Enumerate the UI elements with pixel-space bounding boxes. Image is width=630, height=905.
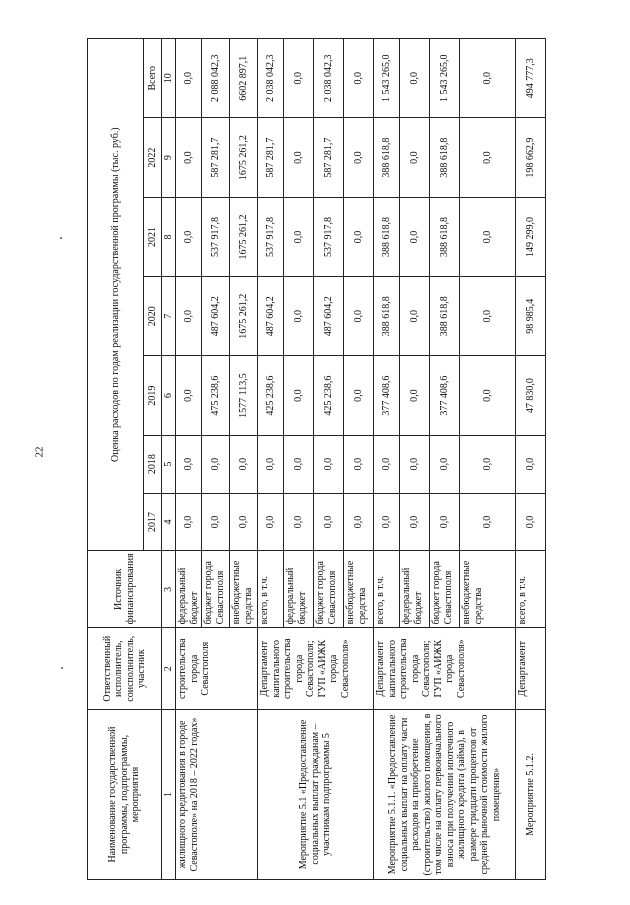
value-cell: 0,0	[400, 277, 430, 356]
value-cell: 0,0	[400, 493, 430, 551]
value-cell: 0,0	[460, 356, 516, 435]
value-cell: 0,0	[400, 356, 430, 435]
header-responsible: Ответственный исполнитель, соисполнитель, участник	[88, 628, 162, 710]
value-cell: 1675 261,2	[230, 197, 258, 276]
column-number: 8	[162, 197, 176, 276]
source-cell: внебюджетные средства	[344, 551, 374, 628]
value-cell: 0,0	[430, 493, 460, 551]
value-cell: 1 543 265,0	[374, 39, 400, 118]
measure-name-cell: Мероприятие 5.1.2.	[516, 710, 546, 880]
value-cell: 0,0	[460, 39, 516, 118]
value-cell: 47 830,0	[516, 356, 546, 435]
source-cell: всего, в т.ч.	[374, 551, 400, 628]
value-cell: 377 408,6	[374, 356, 400, 435]
value-cell: 0,0	[344, 435, 374, 493]
value-cell: 388 618,8	[374, 277, 400, 356]
header-estimate: Оценка расходов по годам реализации государственной программы (тыс. руб.)	[88, 39, 144, 551]
value-cell: 587 281,7	[258, 118, 284, 197]
value-cell: 587 281,7	[202, 118, 230, 197]
rotated-page	[87, 38, 535, 880]
value-cell: 0,0	[374, 493, 400, 551]
value-cell: 0,0	[344, 118, 374, 197]
page-number: 22	[33, 446, 46, 458]
value-cell: 0,0	[176, 493, 202, 551]
value-cell: 0,0	[460, 118, 516, 197]
value-cell: 0,0	[284, 356, 314, 435]
responsible-cell: Департамент	[516, 628, 546, 710]
value-cell: 0,0	[344, 493, 374, 551]
value-cell: 377 408,6	[430, 356, 460, 435]
value-cell: 425 238,6	[314, 356, 344, 435]
table-row	[258, 39, 284, 880]
value-cell: 0,0	[344, 197, 374, 276]
value-cell: 2 038 042,3	[258, 39, 284, 118]
value-cell: 1 543 265,0	[430, 39, 460, 118]
year-cell: 2018	[144, 435, 162, 493]
value-cell: 0,0	[202, 435, 230, 493]
column-number: 2	[162, 628, 176, 710]
source-cell: всего, в т.ч.	[516, 551, 546, 628]
value-cell: 0,0	[314, 493, 344, 551]
value-cell: 475 238,6	[202, 356, 230, 435]
value-cell: 0,0	[430, 435, 460, 493]
value-cell: 0,0	[284, 435, 314, 493]
value-cell: 0,0	[230, 435, 258, 493]
measure-name-cell: Мероприятие 5.1.1. «Предоставление социальных выплат на оплату части расходов на приобретение (строительство) жилого помещения, в том числе на оплату первоначального взноса при получении ипотечного жилищного кредита (займа), в размере тридцати процентов от средней рыночной стоимости жилого помещения»	[374, 710, 516, 880]
value-cell: 0,0	[284, 197, 314, 276]
value-cell: 487 604,2	[314, 277, 344, 356]
value-cell: 0,0	[400, 39, 430, 118]
value-cell: 149 299,0	[516, 197, 546, 276]
scan-speck	[61, 667, 63, 669]
source-cell: внебюджетные средства	[460, 551, 516, 628]
column-number: 9	[162, 118, 176, 197]
year-cell: Всего	[144, 39, 162, 118]
value-cell: 0,0	[258, 435, 284, 493]
column-number: 10	[162, 39, 176, 118]
value-cell: 494 777,3	[516, 39, 546, 118]
column-number: 4	[162, 493, 176, 551]
value-cell: 98 985,4	[516, 277, 546, 356]
value-cell: 0,0	[258, 493, 284, 551]
header-row	[88, 39, 144, 880]
value-cell: 0,0	[400, 435, 430, 493]
value-cell: 537 917,8	[202, 197, 230, 276]
value-cell: 487 604,2	[202, 277, 230, 356]
value-cell: 425 238,6	[258, 356, 284, 435]
source-cell: бюджет города Севастополя	[430, 551, 460, 628]
column-number: 3	[162, 551, 176, 628]
value-cell: 388 618,8	[374, 197, 400, 276]
table-row	[516, 39, 546, 880]
value-cell: 1675 261,2	[230, 118, 258, 197]
value-cell: 0,0	[400, 118, 430, 197]
value-cell: 0,0	[344, 39, 374, 118]
column-number: 5	[162, 435, 176, 493]
value-cell: 0,0	[516, 493, 546, 551]
responsible-cell: Департамент капитального строительства города Севастополя; ГУП «АИЖК города Севастополя»	[258, 628, 374, 710]
value-cell: 487 604,2	[258, 277, 284, 356]
value-cell: 0,0	[230, 493, 258, 551]
value-cell: 0,0	[176, 356, 202, 435]
value-cell: 587 281,7	[314, 118, 344, 197]
year-cell: 2017	[144, 493, 162, 551]
value-cell: 0,0	[344, 277, 374, 356]
value-cell: 0,0	[516, 435, 546, 493]
value-cell: 0,0	[202, 493, 230, 551]
value-cell: 537 917,8	[314, 197, 344, 276]
responsible-cell: строительства города Севастополя	[176, 628, 258, 710]
value-cell: 388 618,8	[430, 118, 460, 197]
value-cell: 0,0	[374, 435, 400, 493]
value-cell: 0,0	[284, 493, 314, 551]
year-cell: 2020	[144, 277, 162, 356]
value-cell: 537 917,8	[258, 197, 284, 276]
value-cell: 0,0	[284, 39, 314, 118]
value-cell: 198 662,9	[516, 118, 546, 197]
column-number: 1	[162, 710, 176, 880]
value-cell: 388 618,8	[374, 118, 400, 197]
responsible-cell: Департамент капитального строительства города Севастополя; ГУП «АИЖК города Севастополя»	[374, 628, 516, 710]
value-cell: 2 088 042,3	[202, 39, 230, 118]
value-cell: 0,0	[460, 197, 516, 276]
value-cell: 0,0	[460, 493, 516, 551]
value-cell: 0,0	[176, 118, 202, 197]
source-cell: федеральный бюджет	[400, 551, 430, 628]
source-cell: всего, в т.ч.	[258, 551, 284, 628]
year-cell: 2022	[144, 118, 162, 197]
header-source: Источник финансирования	[88, 551, 162, 628]
value-cell: 1577 113,5	[230, 356, 258, 435]
value-cell: 0,0	[176, 39, 202, 118]
value-cell: 0,0	[176, 277, 202, 356]
year-cell: 2019	[144, 356, 162, 435]
value-cell: 0,0	[344, 356, 374, 435]
header-name: Наименование государственной программы, подпрограммы, мероприятия	[88, 710, 162, 880]
value-cell: 0,0	[284, 118, 314, 197]
column-number: 7	[162, 277, 176, 356]
measure-name-cell: Мероприятие 5.1 «Предоставление социальных выплат гражданам – участникам подпрограммы 5	[258, 710, 374, 880]
scan-speck	[60, 237, 62, 239]
value-cell: 0,0	[176, 435, 202, 493]
budget-table	[87, 38, 546, 880]
year-cell: 2021	[144, 197, 162, 276]
value-cell: 0,0	[314, 435, 344, 493]
column-number-row	[162, 39, 176, 880]
value-cell: 388 618,8	[430, 277, 460, 356]
source-cell: федеральный бюджет	[176, 551, 202, 628]
value-cell: 2 038 042,3	[314, 39, 344, 118]
value-cell: 0,0	[284, 277, 314, 356]
source-cell: федеральный бюджет	[284, 551, 314, 628]
value-cell: 0,0	[460, 435, 516, 493]
value-cell: 388 618,8	[430, 197, 460, 276]
value-cell: 1675 261,2	[230, 277, 258, 356]
value-cell: 0,0	[460, 277, 516, 356]
program-name-cell: жилищного кредитования в городе Севастополе» на 2018 – 2022 годах»	[176, 710, 258, 880]
table-row	[176, 39, 202, 880]
table-row	[374, 39, 400, 880]
value-cell: 6602 897,1	[230, 39, 258, 118]
source-cell: внебюджетные средства	[230, 551, 258, 628]
value-cell: 0,0	[176, 197, 202, 276]
source-cell: бюджет города Севастополя	[202, 551, 230, 628]
value-cell: 0,0	[400, 197, 430, 276]
column-number: 6	[162, 356, 176, 435]
source-cell: бюджет города Севастополя	[314, 551, 344, 628]
